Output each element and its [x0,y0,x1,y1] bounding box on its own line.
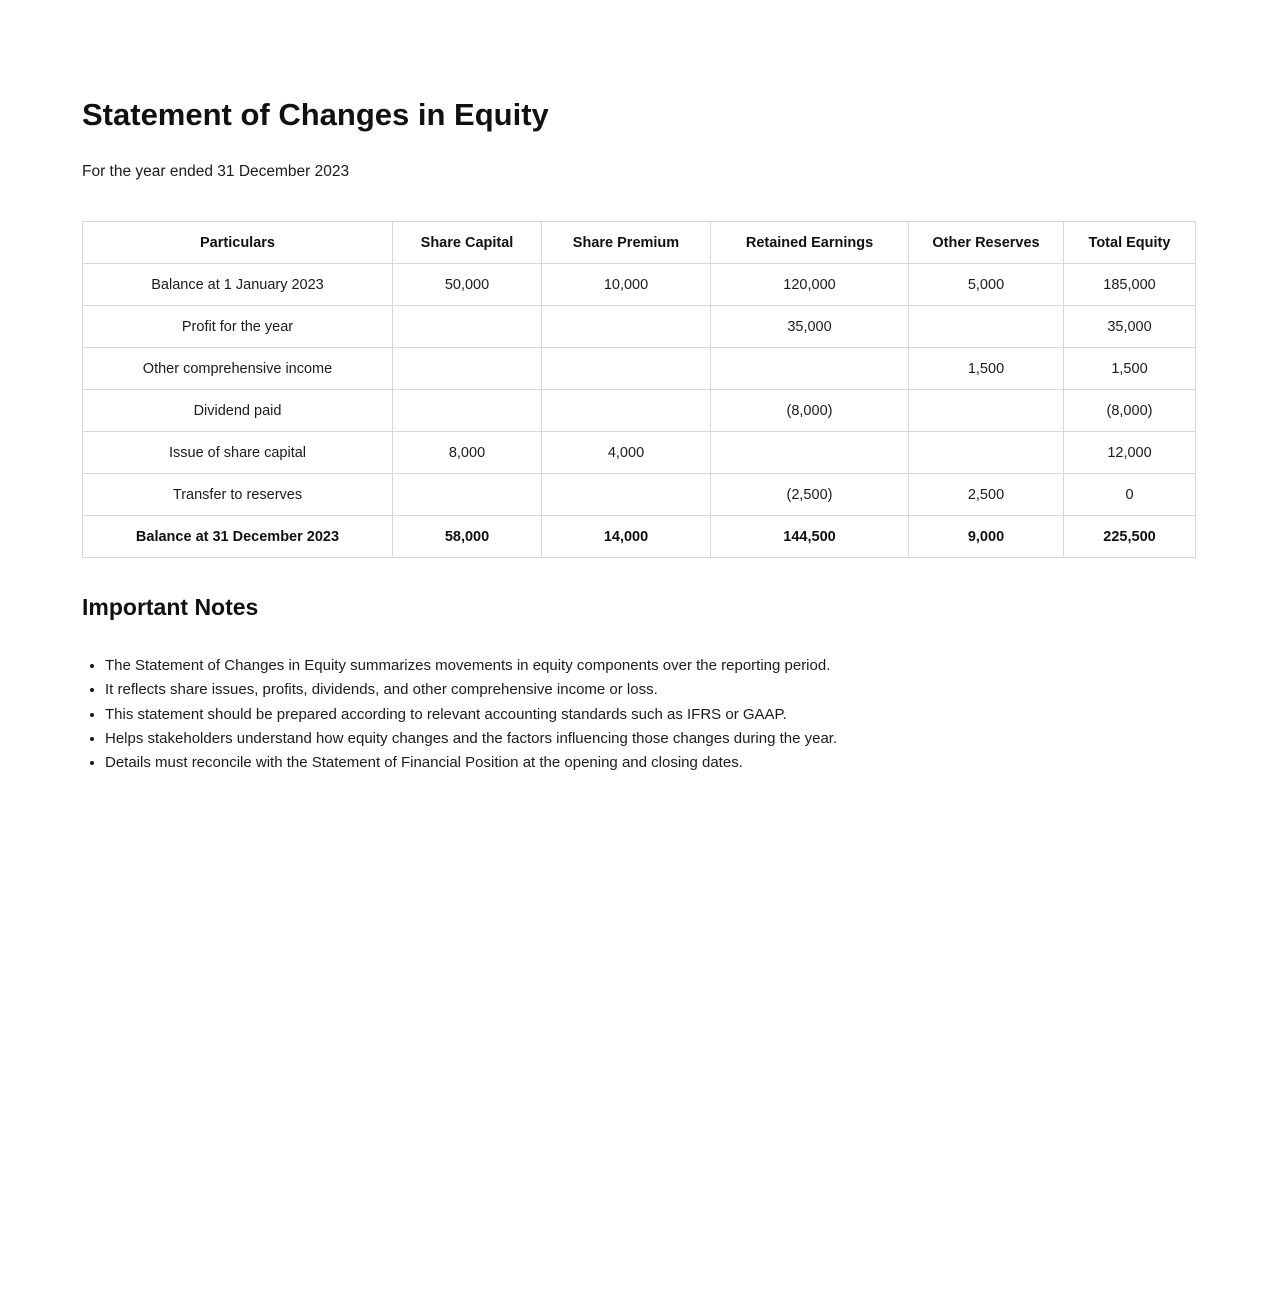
notes-list [82,654,1195,775]
value-cell: 8,000 [393,432,542,474]
value-cell: 5,000 [909,264,1064,306]
column-header-retained-earnings: Retained Earnings [711,222,909,264]
notes-heading: Important Notes [82,594,259,621]
table-row-profit [83,306,1196,348]
value-cell [542,306,711,348]
row-label-cell: Balance at 1 January 2023 [83,264,393,306]
value-cell [909,306,1064,348]
value-cell [393,474,542,516]
row-label-cell: Balance at 31 December 2023 [83,516,393,558]
value-cell [711,432,909,474]
value-cell [542,348,711,390]
value-cell: 144,500 [711,516,909,558]
value-cell [542,390,711,432]
value-cell: 10,000 [542,264,711,306]
report-period-subtitle: For the year ended 31 December 2023 [82,162,350,180]
table-row-dividend-paid [83,390,1196,432]
value-cell: 120,000 [711,264,909,306]
row-label-cell: Other comprehensive income [83,348,393,390]
value-cell [393,306,542,348]
column-header-other-reserves: Other Reserves [909,222,1064,264]
value-cell [711,348,909,390]
value-cell: 9,000 [909,516,1064,558]
value-cell: 225,500 [1064,516,1196,558]
value-cell: 58,000 [393,516,542,558]
row-label-cell: Dividend paid [83,390,393,432]
note-item: • Details must reconcile with the Statement of Financial Position at the opening and closing dates. [105,751,1195,775]
value-cell [393,348,542,390]
table-row-issue-of-share-capital [83,432,1196,474]
value-cell: (2,500) [711,474,909,516]
column-header-particulars: Particulars [83,222,393,264]
value-cell: (8,000) [1064,390,1196,432]
value-cell: 14,000 [542,516,711,558]
row-label-cell: Issue of share capital [83,432,393,474]
value-cell: (8,000) [711,390,909,432]
column-header-share-capital: Share Capital [393,222,542,264]
note-item: • Helps stakeholders understand how equity changes and the factors influencing those changes during the year. [105,727,1195,751]
value-cell: 12,000 [1064,432,1196,474]
value-cell: 50,000 [393,264,542,306]
note-item: • It reflects share issues, profits, dividends, and other comprehensive income or loss. [105,678,1195,702]
value-cell: 1,500 [1064,348,1196,390]
value-cell [909,432,1064,474]
table-row-other-comprehensive-income [83,348,1196,390]
value-cell: 0 [1064,474,1196,516]
value-cell [393,390,542,432]
table-total-row-closing-balance [83,516,1196,558]
value-cell: 185,000 [1064,264,1196,306]
value-cell: 1,500 [909,348,1064,390]
value-cell: 2,500 [909,474,1064,516]
value-cell [909,390,1064,432]
row-label-cell: Transfer to reserves [83,474,393,516]
row-label-cell: Profit for the year [83,306,393,348]
value-cell: 35,000 [711,306,909,348]
equity-table [82,221,1196,558]
table-row-opening-balance [83,264,1196,306]
value-cell: 4,000 [542,432,711,474]
table-header-row [83,222,1196,264]
column-header-total-equity: Total Equity [1064,222,1196,264]
page-title: Statement of Changes in Equity [82,97,549,132]
column-header-share-premium: Share Premium [542,222,711,264]
table-row-transfer-to-reserves [83,474,1196,516]
note-item: • The Statement of Changes in Equity summarizes movements in equity components over the reporting period. [105,654,1195,678]
value-cell [542,474,711,516]
value-cell: 35,000 [1064,306,1196,348]
note-item: • This statement should be prepared according to relevant accounting standards such as IFRS or GAAP. [105,703,1195,727]
